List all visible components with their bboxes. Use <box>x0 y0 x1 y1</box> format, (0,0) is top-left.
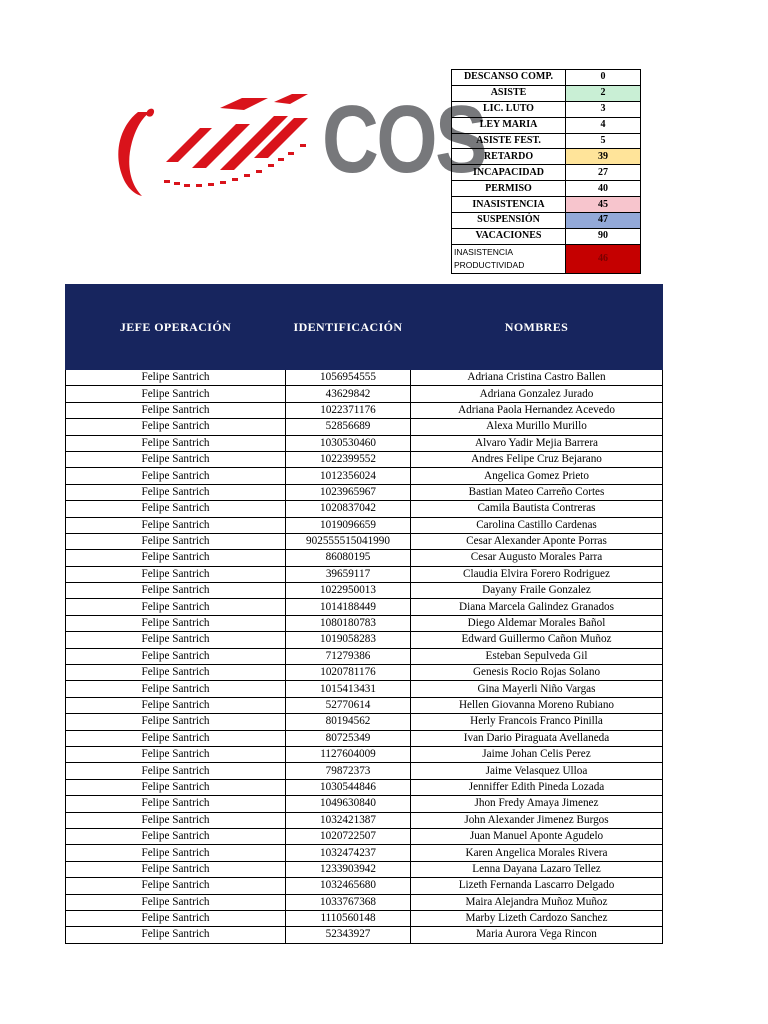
table-row <box>66 812 663 828</box>
cell-jefe-operacion: Felipe Santrich <box>66 451 286 467</box>
legend-row <box>452 85 641 101</box>
cell-nombres: Gina Mayerli Niño Vargas <box>411 681 663 697</box>
cell-nombres: Ivan Dario Piraguata Avellaneda <box>411 730 663 746</box>
cell-identificacion: 52343927 <box>286 927 411 943</box>
legend-label: INASISTENCIA <box>452 197 566 213</box>
table-row <box>66 370 663 386</box>
cell-identificacion: 1022399552 <box>286 451 411 467</box>
cell-identificacion: 1012356024 <box>286 468 411 484</box>
cell-identificacion: 1020837042 <box>286 501 411 517</box>
cell-nombres: Camila Bautista Contreras <box>411 501 663 517</box>
cell-nombres: Marby Lizeth Cardozo Sanchez <box>411 910 663 926</box>
cell-jefe-operacion: Felipe Santrich <box>66 681 286 697</box>
employee-table <box>65 284 663 944</box>
table-row <box>66 583 663 599</box>
cell-jefe-operacion: Felipe Santrich <box>66 517 286 533</box>
table-row <box>66 779 663 795</box>
table-row <box>66 566 663 582</box>
table-row <box>66 878 663 894</box>
cell-nombres: Jhon Fredy Amaya Jimenez <box>411 796 663 812</box>
cell-jefe-operacion: Felipe Santrich <box>66 550 286 566</box>
cell-identificacion: 1049630840 <box>286 796 411 812</box>
legend-code: 4 <box>566 117 641 133</box>
table-row <box>66 435 663 451</box>
table-row <box>66 714 663 730</box>
header-jefe-operacion: JEFE OPERACIÓN <box>66 285 286 370</box>
cell-jefe-operacion: Felipe Santrich <box>66 714 286 730</box>
cell-jefe-operacion: Felipe Santrich <box>66 779 286 795</box>
cell-jefe-operacion: Felipe Santrich <box>66 435 286 451</box>
cell-identificacion: 1019058283 <box>286 632 411 648</box>
cell-identificacion: 1030544846 <box>286 779 411 795</box>
cell-identificacion: 52770614 <box>286 697 411 713</box>
cell-jefe-operacion: Felipe Santrich <box>66 533 286 549</box>
table-row <box>66 386 663 402</box>
legend-row <box>452 149 641 165</box>
legend-label: INCAPACIDAD <box>452 165 566 181</box>
legend-label: ASISTE <box>452 85 566 101</box>
cell-identificacion: 1023965967 <box>286 484 411 500</box>
cell-nombres: Cesar Alexander Aponte Porras <box>411 533 663 549</box>
legend-code: 0 <box>566 70 641 86</box>
cell-nombres: Carolina Castillo Cardenas <box>411 517 663 533</box>
cell-nombres: Hellen Giovanna Moreno Rubiano <box>411 697 663 713</box>
cell-nombres: Adriana Gonzalez Jurado <box>411 386 663 402</box>
cell-identificacion: 52856689 <box>286 419 411 435</box>
legend-row <box>452 133 641 149</box>
legend-code: 46 <box>566 244 641 273</box>
table-row <box>66 501 663 517</box>
legend-code: 5 <box>566 133 641 149</box>
table-row <box>66 419 663 435</box>
cell-identificacion: 1056954555 <box>286 370 411 386</box>
table-row <box>66 763 663 779</box>
legend-row <box>452 213 641 229</box>
cell-nombres: Jenniffer Edith Pineda Lozada <box>411 779 663 795</box>
legend-row <box>452 228 641 244</box>
legend-label: INASISTENCIA PRODUCTIVIDAD <box>452 244 566 273</box>
cell-jefe-operacion: Felipe Santrich <box>66 878 286 894</box>
legend-row-special <box>452 244 641 273</box>
cell-identificacion: 79872373 <box>286 763 411 779</box>
cell-identificacion: 1080180783 <box>286 615 411 631</box>
legend-label: DESCANSO COMP. <box>452 70 566 86</box>
cell-jefe-operacion: Felipe Santrich <box>66 927 286 943</box>
table-row <box>66 468 663 484</box>
table-row <box>66 894 663 910</box>
legend-row <box>452 70 641 86</box>
table-row <box>66 550 663 566</box>
table-row <box>66 599 663 615</box>
logo-text: COS <box>322 86 486 193</box>
cell-identificacion: 80725349 <box>286 730 411 746</box>
table-row <box>66 451 663 467</box>
legend-code: 90 <box>566 228 641 244</box>
cell-nombres: Maria Aurora Vega Rincon <box>411 927 663 943</box>
cell-nombres: Cesar Augusto Morales Parra <box>411 550 663 566</box>
legend-label: VACACIONES <box>452 228 566 244</box>
table-row <box>66 796 663 812</box>
cell-nombres: Bastian Mateo Carreño Cortes <box>411 484 663 500</box>
table-row <box>66 697 663 713</box>
table-row <box>66 746 663 762</box>
cell-nombres: Jaime Johan Celis Perez <box>411 746 663 762</box>
cell-identificacion: 1022371176 <box>286 402 411 418</box>
cell-jefe-operacion: Felipe Santrich <box>66 861 286 877</box>
cell-nombres: Andres Felipe Cruz Bejarano <box>411 451 663 467</box>
cell-identificacion: 1020781176 <box>286 665 411 681</box>
cell-nombres: Alexa Murillo Murillo <box>411 419 663 435</box>
attendance-code-legend <box>451 69 641 274</box>
legend-row <box>452 181 641 197</box>
legend-row <box>452 117 641 133</box>
cell-nombres: Claudia Elvira Forero Rodriguez <box>411 566 663 582</box>
cell-nombres: Genesis Rocio Rojas Solano <box>411 665 663 681</box>
legend-code: 39 <box>566 149 641 165</box>
cell-jefe-operacion: Felipe Santrich <box>66 386 286 402</box>
legend-label: LIC. LUTO <box>452 101 566 117</box>
legend-label: ASISTE FEST. <box>452 133 566 149</box>
legend-label: LEY MARIA <box>452 117 566 133</box>
cell-nombres: Alvaro Yadir Mejia Barrera <box>411 435 663 451</box>
cell-jefe-operacion: Felipe Santrich <box>66 484 286 500</box>
cell-jefe-operacion: Felipe Santrich <box>66 746 286 762</box>
cell-identificacion: 1033767368 <box>286 894 411 910</box>
cell-jefe-operacion: Felipe Santrich <box>66 763 286 779</box>
cell-nombres: Edward Guillermo Cañon Muñoz <box>411 632 663 648</box>
cell-identificacion: 902555515041990 <box>286 533 411 549</box>
cell-jefe-operacion: Felipe Santrich <box>66 566 286 582</box>
cell-jefe-operacion: Felipe Santrich <box>66 730 286 746</box>
table-row <box>66 927 663 943</box>
cell-jefe-operacion: Felipe Santrich <box>66 665 286 681</box>
header-identificacion: IDENTIFICACIÓN <box>286 285 411 370</box>
cell-nombres: Adriana Paola Hernandez Acevedo <box>411 402 663 418</box>
table-row <box>66 730 663 746</box>
cell-nombres: Angelica Gomez Prieto <box>411 468 663 484</box>
cell-jefe-operacion: Felipe Santrich <box>66 615 286 631</box>
header-nombres: NOMBRES <box>411 285 663 370</box>
cell-jefe-operacion: Felipe Santrich <box>66 402 286 418</box>
cell-identificacion: 71279386 <box>286 648 411 664</box>
cell-nombres: Esteban Sepulveda Gil <box>411 648 663 664</box>
legend-row <box>452 197 641 213</box>
cell-identificacion: 86080195 <box>286 550 411 566</box>
cell-jefe-operacion: Felipe Santrich <box>66 910 286 926</box>
legend-row <box>452 101 641 117</box>
table-header-row <box>66 285 663 370</box>
cell-identificacion: 1032465680 <box>286 878 411 894</box>
cell-nombres: Diana Marcela Galindez Granados <box>411 599 663 615</box>
legend-code: 45 <box>566 197 641 213</box>
cell-nombres: Herly Francois Franco Pinilla <box>411 714 663 730</box>
legend-code: 2 <box>566 85 641 101</box>
cell-identificacion: 1032421387 <box>286 812 411 828</box>
cell-jefe-operacion: Felipe Santrich <box>66 894 286 910</box>
table-row <box>66 828 663 844</box>
cell-jefe-operacion: Felipe Santrich <box>66 648 286 664</box>
cell-jefe-operacion: Felipe Santrich <box>66 501 286 517</box>
table-row <box>66 845 663 861</box>
cell-nombres: Juan Manuel Aponte Agudelo <box>411 828 663 844</box>
table-row <box>66 632 663 648</box>
cell-jefe-operacion: Felipe Santrich <box>66 468 286 484</box>
table-row <box>66 402 663 418</box>
legend-code: 40 <box>566 181 641 197</box>
cell-nombres: Jaime Velasquez Ulloa <box>411 763 663 779</box>
table-row <box>66 648 663 664</box>
cell-identificacion: 1019096659 <box>286 517 411 533</box>
cell-identificacion: 1032474237 <box>286 845 411 861</box>
legend-label: PERMISO <box>452 181 566 197</box>
table-row <box>66 484 663 500</box>
cell-jefe-operacion: Felipe Santrich <box>66 812 286 828</box>
cell-jefe-operacion: Felipe Santrich <box>66 599 286 615</box>
table-row <box>66 533 663 549</box>
legend-label: RETARDO <box>452 149 566 165</box>
table-row <box>66 665 663 681</box>
legend-code: 27 <box>566 165 641 181</box>
cell-nombres: Lizeth Fernanda Lascarro Delgado <box>411 878 663 894</box>
cell-jefe-operacion: Felipe Santrich <box>66 828 286 844</box>
cell-identificacion: 39659117 <box>286 566 411 582</box>
cell-identificacion: 1015413431 <box>286 681 411 697</box>
cell-identificacion: 43629842 <box>286 386 411 402</box>
company-logo <box>108 84 486 198</box>
legend-label: SUSPENSIÓN <box>452 213 566 229</box>
cell-jefe-operacion: Felipe Santrich <box>66 796 286 812</box>
cell-jefe-operacion: Felipe Santrich <box>66 370 286 386</box>
legend-code: 3 <box>566 101 641 117</box>
cell-nombres: Maira Alejandra Muñoz Muñoz <box>411 894 663 910</box>
legend-code: 47 <box>566 213 641 229</box>
cell-jefe-operacion: Felipe Santrich <box>66 583 286 599</box>
cell-jefe-operacion: Felipe Santrich <box>66 419 286 435</box>
cell-nombres: Karen Angelica Morales Rivera <box>411 845 663 861</box>
table-row <box>66 910 663 926</box>
cell-nombres: Lenna Dayana Lazaro Tellez <box>411 861 663 877</box>
cell-jefe-operacion: Felipe Santrich <box>66 845 286 861</box>
cell-identificacion: 1030530460 <box>286 435 411 451</box>
cell-nombres: Dayany Fraile Gonzalez <box>411 583 663 599</box>
cell-identificacion: 1020722507 <box>286 828 411 844</box>
table-row <box>66 681 663 697</box>
cell-identificacion: 1233903942 <box>286 861 411 877</box>
cell-identificacion: 1014188449 <box>286 599 411 615</box>
table-row <box>66 861 663 877</box>
legend-row <box>452 165 641 181</box>
cell-jefe-operacion: Felipe Santrich <box>66 632 286 648</box>
cell-nombres: John Alexander Jimenez Burgos <box>411 812 663 828</box>
cell-nombres: Adriana Cristina Castro Ballen <box>411 370 663 386</box>
cell-identificacion: 1127604009 <box>286 746 411 762</box>
cell-jefe-operacion: Felipe Santrich <box>66 697 286 713</box>
table-row <box>66 517 663 533</box>
cell-identificacion: 1110560148 <box>286 910 411 926</box>
cell-nombres: Diego Aldemar Morales Bañol <box>411 615 663 631</box>
table-row <box>66 615 663 631</box>
cell-identificacion: 1022950013 <box>286 583 411 599</box>
cell-identificacion: 80194562 <box>286 714 411 730</box>
